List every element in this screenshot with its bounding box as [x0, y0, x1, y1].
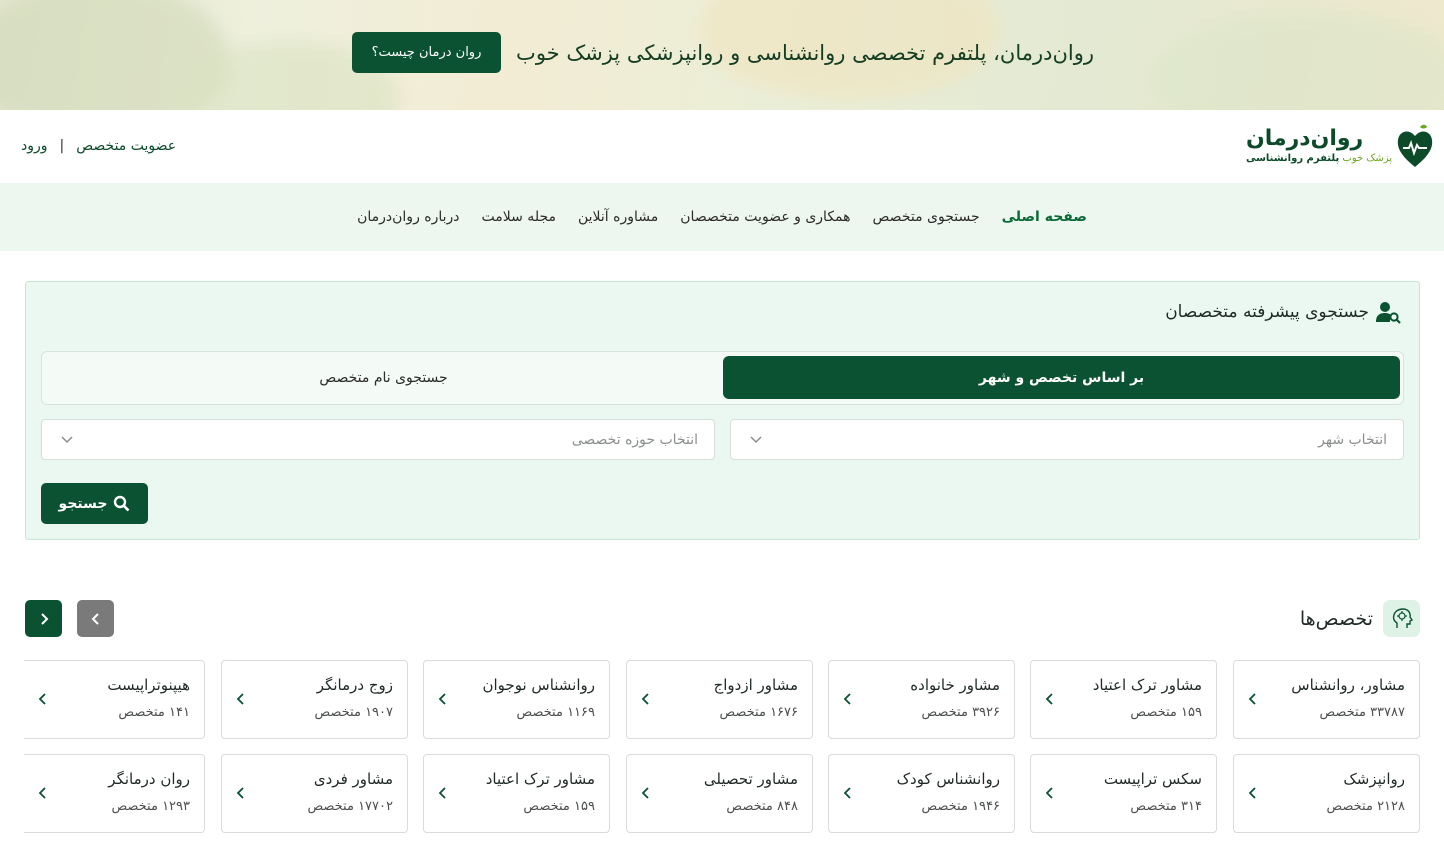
tab-specialty-city[interactable]: بر اساس تخصص و شهر — [723, 356, 1400, 399]
advanced-search-panel — [25, 281, 1420, 540]
advanced-search-title: جستجوی پیشرفته متخصصان — [1165, 302, 1369, 322]
specialty-card[interactable] — [24, 660, 205, 739]
logo[interactable] — [1246, 123, 1434, 169]
specialty-name: روانپزشک — [1343, 770, 1405, 788]
nav-search-specialist[interactable]: جستجوی متخصص — [872, 209, 980, 225]
site-header — [0, 110, 1444, 183]
specialty-name: زوج درمانگر — [316, 676, 393, 694]
specialty-name: روان درمانگر — [108, 770, 190, 788]
chevron-left-icon — [1244, 690, 1262, 708]
specialty-name: مشاور خانواده — [910, 676, 1000, 694]
logo-name: روان‌درمان — [1245, 126, 1364, 151]
search-icon — [113, 495, 130, 512]
specialty-card[interactable] — [626, 660, 813, 739]
chevron-left-icon — [91, 612, 101, 626]
tab-specialist-name[interactable]: جستجوی نام متخصص — [319, 369, 448, 386]
specialty-name: مشاور، روانشناس — [1291, 676, 1405, 694]
specialties-header — [1300, 600, 1420, 637]
specialty-card[interactable] — [1233, 660, 1420, 739]
carousel-next-button[interactable] — [25, 600, 62, 637]
specialty-count: ۳۹۲۶ متخصص — [921, 705, 1000, 720]
specialty-name: مشاور ترک اعتیاد — [485, 770, 595, 788]
city-select-placeholder: انتخاب شهر — [1318, 431, 1387, 448]
specialty-card[interactable] — [1030, 660, 1217, 739]
specialty-card[interactable] — [221, 754, 408, 833]
auth-links — [21, 138, 176, 154]
nav-about[interactable]: درباره روان‌درمان — [357, 209, 460, 225]
specialty-name: سکس تراپیست — [1103, 770, 1202, 788]
specialty-count: ۱۹۴۶ متخصص — [921, 799, 1000, 814]
specialty-name: روانشناس کودک — [896, 770, 1000, 788]
chevron-right-icon — [39, 612, 49, 626]
chevron-left-icon — [232, 784, 250, 802]
specialty-count: ۱۲۹۳ متخصص — [111, 799, 190, 814]
specialty-count: ۳۳۷۸۷ متخصص — [1319, 705, 1405, 720]
specialty-count: ۳۱۴ متخصص — [1130, 799, 1202, 814]
chevron-left-icon — [434, 784, 452, 802]
chevron-left-icon — [839, 784, 857, 802]
specialty-name: مشاور فردی — [313, 770, 393, 788]
carousel-prev-button[interactable] — [77, 600, 114, 637]
chevron-left-icon — [232, 690, 250, 708]
logo-tag-accent: پزشک خوب — [1342, 153, 1392, 164]
login-link[interactable]: ورود — [21, 138, 48, 154]
specialty-card[interactable] — [626, 754, 813, 833]
what-is-button[interactable]: روان درمان چیست؟ — [352, 32, 501, 73]
chevron-left-icon — [839, 690, 857, 708]
specialty-card[interactable] — [423, 660, 610, 739]
chevron-down-icon — [58, 431, 76, 449]
search-mode-tabs — [41, 351, 1404, 405]
specialty-name: هیپنوتراپیست — [107, 676, 190, 694]
chevron-down-icon — [747, 431, 765, 449]
specialties-title: تخصص‌ها — [1299, 607, 1373, 630]
chevron-left-icon — [1244, 784, 1262, 802]
specialty-count: ۲۱۲۸ متخصص — [1326, 799, 1405, 814]
chevron-left-icon — [1041, 690, 1059, 708]
nav-home[interactable]: صفحه اصلی — [1001, 209, 1087, 225]
brain-head-icon — [1383, 600, 1420, 637]
logo-tag-main: پلتفرم روانشناسی — [1245, 153, 1340, 164]
auth-separator: | — [59, 138, 65, 154]
city-select[interactable] — [730, 419, 1404, 460]
chevron-left-icon — [34, 690, 52, 708]
specialty-count: ۱۵۹ متخصص — [523, 799, 595, 814]
logo-heart-icon — [1396, 123, 1434, 169]
chevron-left-icon — [1041, 784, 1059, 802]
specialty-card[interactable] — [828, 660, 1015, 739]
nav-cooperation[interactable]: همکاری و عضویت متخصصان — [680, 209, 851, 225]
user-search-icon — [1375, 300, 1401, 324]
specialty-count: ۱۵۹ متخصص — [1130, 705, 1202, 720]
specialty-name: مشاور ازدواج — [713, 676, 798, 694]
specialty-card[interactable] — [24, 754, 205, 833]
specialty-count: ۱۹۰۷ متخصص — [314, 705, 393, 720]
chevron-left-icon — [637, 784, 655, 802]
search-button[interactable] — [41, 483, 148, 524]
banner-title: روان‌درمان، پلتفرم تخصصی روانشناسی و روانپزشکی پزشک خوب — [516, 40, 1094, 65]
specialty-name: مشاور ترک اعتیاد — [1092, 676, 1202, 694]
specialty-card[interactable] — [1030, 754, 1217, 833]
specialty-count: ۱۱۶۹ متخصص — [516, 705, 595, 720]
chevron-left-icon — [637, 690, 655, 708]
specialties-carousel — [0, 660, 1444, 855]
specialty-card[interactable] — [221, 660, 408, 739]
promo-banner — [0, 0, 1444, 110]
specialty-card[interactable] — [1233, 754, 1420, 833]
specialty-count: ۱۴۱ متخصص — [118, 705, 190, 720]
specialty-card[interactable] — [423, 754, 610, 833]
search-button-label: جستجو — [58, 495, 108, 512]
specialty-count: ۱۷۷۰۲ متخصص — [307, 799, 393, 814]
specialty-card[interactable] — [828, 754, 1015, 833]
chevron-left-icon — [34, 784, 52, 802]
main-nav — [0, 183, 1444, 251]
specialty-name: روانشناس نوجوان — [482, 676, 595, 694]
field-select-placeholder: انتخاب حوزه تخصصی — [571, 431, 698, 448]
specialty-count: ۱۶۷۶ متخصص — [719, 705, 798, 720]
nav-health-magazine[interactable]: مجله سلامت — [481, 209, 556, 225]
logo-tagline — [1246, 152, 1392, 166]
nav-online-consult[interactable]: مشاوره آنلاین — [578, 209, 659, 225]
chevron-left-icon — [434, 690, 452, 708]
specialty-count: ۸۴۸ متخصص — [726, 799, 798, 814]
specialty-name: مشاور تحصیلی — [703, 770, 798, 788]
membership-link[interactable]: عضویت متخصص — [76, 138, 177, 154]
specialty-field-select[interactable] — [41, 419, 715, 460]
